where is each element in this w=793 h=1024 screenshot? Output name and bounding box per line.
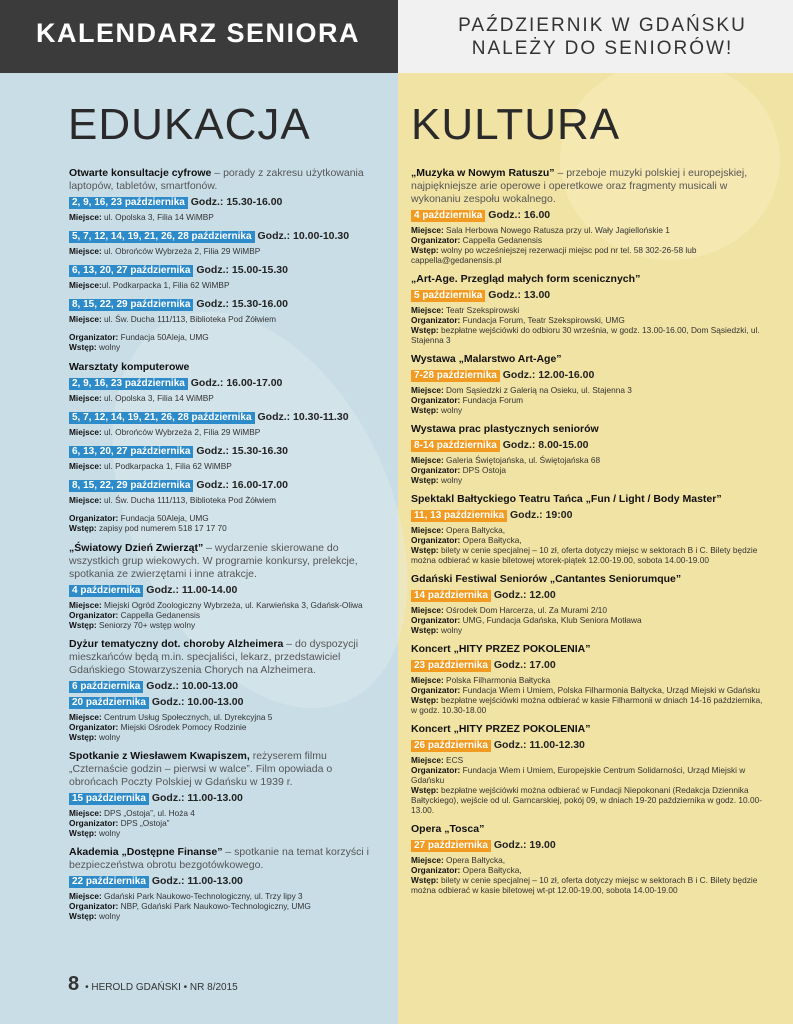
entry-label: Wstęp: — [411, 405, 439, 415]
consult-organizer — [69, 332, 369, 352]
event-workshops-2 — [69, 411, 369, 437]
event-time: Godz.: 16.00-17.00 — [190, 377, 283, 389]
event-title: Dyżur tematyczny dot. choroby Alzheimera — [69, 638, 284, 650]
workshops-organizer — [69, 513, 369, 533]
place-label: Miejsce: — [411, 305, 444, 315]
event-time: Godz.: 8.00-15.00 — [502, 439, 589, 451]
date-badge: 20 października — [69, 697, 149, 709]
entry: wolny — [96, 911, 121, 921]
event-place: Dom Sąsiedzki z Galerią na Osieku, ul. Stajenna 3 — [443, 385, 632, 395]
date-badge: 6, 13, 20, 27 października — [69, 446, 193, 458]
organizer: Fundacja Forum — [460, 395, 524, 405]
event-place: ul. Św. Ducha 111/113, Biblioteka Pod Żółwiem — [101, 314, 277, 324]
event-title: „Muzyka w Nowym Ratuszu” — [411, 167, 555, 179]
place-label: Miejsce: — [69, 461, 102, 471]
event-place: Galeria Świętojańska, ul. Świętojańska 68 — [443, 455, 601, 465]
organizer: Opera Bałtycka, — [460, 865, 522, 875]
event-time: Godz.: 19.00 — [493, 839, 556, 851]
entry-label: Wstęp: — [411, 545, 439, 555]
culture-column — [411, 167, 766, 903]
organizer: Cappella Gedanensis — [460, 235, 542, 245]
place-label: Miejsce: — [411, 675, 444, 685]
event-description: – przeboje muzyki polskiej i europejskiej, najpiękniejsze arie operowe i operetkowe oraz fragmenty musicali w wykonaniu zespołu wokalnego. — [411, 167, 748, 205]
entry-label: Wstęp: — [69, 342, 97, 352]
place-label: Miejsce: — [411, 755, 444, 765]
date-badge: 5, 7, 12, 14, 19, 21, 26, 28 października — [69, 231, 255, 243]
event-time: Godz.: 16.00 — [488, 209, 551, 221]
entry-label: Wstęp: — [69, 523, 97, 533]
organizer-label: Organizator: — [411, 465, 461, 475]
organizer: Miejski Ośrodek Pomocy Rodzinie — [118, 722, 247, 732]
date-badge: 6, 13, 20, 27 października — [69, 265, 193, 277]
organizer-label: Organizator: — [411, 615, 461, 625]
event-animals-day — [69, 542, 369, 630]
entry: bilety w cenie specjalnej – 10 zł, oferta dotyczy miejsc w sektorach B i C. Bilety będzie można odbierać w kasie biletowej wt-pt 12.00-19.00, sobota 14.00-19.00 — [411, 875, 758, 895]
organizer-label: Organizator: — [69, 901, 119, 911]
date-badge: 4 października — [411, 210, 485, 222]
date-badge: 23 października — [411, 660, 491, 672]
event-consultations-4 — [69, 298, 369, 324]
entry: wolny po wcześniejszej rezerwacji miejsc pod nr tel. 58 302-26-58 lub cappella@gedanensis.pl — [411, 245, 697, 265]
entry: bezpłatne wejściówki do odbioru 30 września, w godz. 13.00-16.00, Dom Sąsiedzki, ul. Stajenna 3 — [411, 325, 760, 345]
entry: wolny — [96, 342, 121, 352]
entry-label: Wstęp: — [411, 625, 439, 635]
organizer: Fundacja Wiem i Umiem, Polska Filharmonia Bałtycka, Urząd Miejski w Gdańsku — [460, 685, 761, 695]
event-title: Warsztaty komputerowe — [69, 361, 190, 373]
event-time: Godz.: 19:00 — [509, 509, 573, 521]
event-time: Godz.: 15.00-15.30 — [196, 264, 288, 276]
section-title-edukacja: EDUKACJA — [68, 100, 311, 149]
date-badge: 14 października — [411, 590, 491, 602]
date-badge: 26 października — [411, 740, 491, 752]
place-label: Miejsce: — [69, 280, 102, 290]
event-art-age — [411, 273, 766, 345]
entry: wolny — [96, 828, 121, 838]
event-cantantes — [411, 573, 766, 635]
event-description: reżyserem filmu „Czternaście godzin – pierwsi w walce”. Film opowiada o obrońcach Poczty Polskiej w Gdańsku w 1939 r. — [69, 750, 333, 788]
event-title: „Art-Age. Przegląd małych form scenicznych” — [411, 273, 641, 285]
organizer-label: Organizator: — [411, 235, 461, 245]
organizer: Cappella Gedanensis — [118, 610, 200, 620]
entry: wolny — [438, 625, 463, 635]
entry: wolny — [438, 475, 463, 485]
event-description: – spotkanie na temat korzyści i bezpieczeństwa obrotu bezgotówkowego. — [69, 846, 369, 871]
organizer-label: Organizator: — [69, 818, 119, 828]
entry-label: Wstęp: — [69, 620, 97, 630]
date-badge: 4 października — [69, 585, 143, 597]
tagline — [440, 14, 765, 60]
event-time: Godz.: 11.00-12.30 — [493, 739, 585, 751]
date-badge: 2, 9, 16, 23 października — [69, 197, 188, 209]
organizer: Opera Bałtycka, — [460, 535, 522, 545]
entry: zapisy pod numerem 518 17 17 70 — [96, 523, 227, 533]
entry-label: Wstęp: — [411, 785, 439, 795]
event-place: Opera Bałtycka, — [443, 525, 506, 535]
place-label: Miejsce: — [411, 385, 444, 395]
event-workshops-3 — [69, 445, 369, 471]
event-place: ul. Obrońców Wybrzeża 2, Filia 29 WiMBP — [101, 427, 261, 437]
event-consultations — [69, 167, 369, 222]
organizer-label: Organizator: — [411, 865, 461, 875]
entry: Seniorzy 70+ wstęp wolny — [96, 620, 196, 630]
event-time: Godz.: 10.00-13.00 — [151, 696, 244, 708]
publication-info: • HEROLD GDAŃSKI • NR 8/2015 — [85, 982, 238, 993]
organizer-label: Organizator: — [411, 685, 461, 695]
event-place: ul. Św. Ducha 111/113, Biblioteka Pod Żółwiem — [101, 495, 277, 505]
entry: wolny — [438, 405, 463, 415]
event-time: Godz.: 12.00-16.00 — [502, 369, 595, 381]
date-badge: 5 października — [411, 290, 485, 302]
entry: bilety w cenie specjalnej – 10 zł, oferta dotyczy miejsc w sektorach B i C. Bilety będzie można odbierać w kasie biletowej wtorek-piątek 12.00-19.00, sobota 14.00-19.00 — [411, 545, 758, 565]
date-badge: 22 października — [69, 876, 149, 888]
event-title: Koncert „HITY PRZEZ POKOLENIA” — [411, 723, 591, 735]
place-label: Miejsce: — [69, 393, 102, 403]
event-title: Otwarte konsultacje cyfrowe — [69, 167, 212, 179]
event-music — [411, 167, 766, 265]
entry-label: Wstęp: — [69, 828, 97, 838]
event-title: Koncert „HITY PRZEZ POKOLENIA” — [411, 643, 591, 655]
date-badge: 8-14 października — [411, 440, 500, 452]
education-column — [69, 167, 369, 929]
event-time: Godz.: 10.00-13.00 — [146, 680, 238, 692]
place-label: Miejsce: — [69, 808, 102, 818]
event-place: Centrum Usług Społecznych, ul. Dyrekcyjna 5 — [101, 712, 273, 722]
entry-label: Wstęp: — [411, 875, 439, 885]
event-finance — [69, 846, 369, 921]
event-time: Godz.: 16.00-17.00 — [196, 479, 288, 491]
event-workshops-4 — [69, 479, 369, 505]
place-label: Miejsce: — [69, 891, 102, 901]
organizer: NBP, Gdański Park Naukowo-Technologiczny, UMG — [118, 901, 311, 911]
event-place: ul. Opolska 3, Filia 14 WiMBP — [101, 212, 214, 222]
page-footer — [68, 973, 238, 996]
event-place: Teatr Szekspirowski — [443, 305, 520, 315]
masthead-title: KALENDARZ SENIORA — [36, 18, 361, 48]
place-label: Miejsce: — [69, 314, 102, 324]
event-title: Opera „Tosca” — [411, 823, 485, 835]
event-time: Godz.: 17.00 — [493, 659, 556, 671]
organizer-label: Organizator: — [69, 332, 119, 342]
organizer: Fundacja Forum, Teatr Szekspirowski, UMG — [460, 315, 625, 325]
entry: wolny — [96, 732, 121, 742]
place-label: Miejsce: — [411, 225, 444, 235]
event-place: Opera Bałtycka, — [443, 855, 506, 865]
event-painting — [411, 353, 766, 415]
event-place: ul. Opolska 3, Filia 14 WiMBP — [101, 393, 214, 403]
event-time: Godz.: 15.30-16.00 — [190, 196, 283, 208]
event-hity-2 — [411, 723, 766, 815]
organizer: Fundacja 50Aleja, UMG — [118, 513, 209, 523]
organizer: UMG, Fundacja Gdańska, Klub Seniora Motława — [460, 615, 642, 625]
date-badge: 8, 15, 22, 29 października — [69, 299, 193, 311]
event-tosca — [411, 823, 766, 895]
event-dance — [411, 493, 766, 565]
page-number: 8 — [68, 973, 80, 995]
event-time: Godz.: 12.00 — [493, 589, 556, 601]
event-title: Gdański Festiwal Seniorów „Cantantes Seniorumque” — [411, 573, 682, 585]
event-time: Godz.: 11.00-13.00 — [151, 792, 243, 804]
event-place: Sala Herbowa Nowego Ratusza przy ul. Wały Jagiellońskie 1 — [443, 225, 670, 235]
event-place: Ośrodek Dom Harcerza, ul. Za Murami 2/10 — [443, 605, 607, 615]
entry: bezpłatne wejściówki można odbierać w Fundacji Niepokonani (Redakcja Dziennika Bałtyckiego), wejście od ul. Garncarskiej, pokój 09, w dniach 19-20 października w godz. 10.00-13.00. — [411, 785, 762, 815]
entry-label: Wstęp: — [411, 245, 439, 255]
event-time: Godz.: 11.00-14.00 — [146, 584, 238, 596]
date-badge: 7-28 października — [411, 370, 500, 382]
entry-label: Wstęp: — [411, 475, 439, 485]
date-badge: 6 października — [69, 681, 143, 693]
place-label: Miejsce: — [69, 495, 102, 505]
event-time: Godz.: 13.00 — [488, 289, 551, 301]
event-kwapiszewski — [69, 750, 369, 838]
place-label: Miejsce: — [69, 712, 102, 722]
organizer: DPS „Ostoja” — [118, 818, 170, 828]
organizer-label: Organizator: — [411, 535, 461, 545]
organizer: Fundacja Wiem i Umiem, Europejskie Centrum Solidarności, Urząd Miejski w Gdańsku — [411, 765, 746, 785]
date-badge: 15 października — [69, 793, 149, 805]
event-description: – porady z zakresu użytkowania laptopów, tabletów, smartfonów. — [69, 167, 364, 192]
event-exhibition — [411, 423, 766, 485]
place-label: Miejsce: — [411, 455, 444, 465]
entry-label: Wstęp: — [411, 325, 439, 335]
event-title: Akademia „Dostępne Finanse” — [69, 846, 223, 858]
event-consultations-2 — [69, 230, 369, 256]
place-label: Miejsce: — [411, 525, 444, 535]
organizer-label: Organizator: — [411, 395, 461, 405]
place-label: Miejsce: — [69, 427, 102, 437]
event-title: „Światowy Dzień Zwierząt” — [69, 542, 204, 554]
place-label: Miejsce: — [69, 212, 102, 222]
event-title: Spektakl Bałtyckiego Teatru Tańca „Fun / Light / Body Master” — [411, 493, 722, 505]
event-time: Godz.: 15.30-16.30 — [196, 445, 288, 457]
event-description: – wydarzenie skierowane do wszystkich grup wiekowych. W programie konkursy, prelekcje, spotkania ze zwierzętami i inne atrakcje. — [69, 542, 358, 580]
date-badge: 2, 9, 16, 23 października — [69, 378, 188, 390]
date-badge: 5, 7, 12, 14, 19, 21, 26, 28 października — [69, 412, 255, 424]
event-title: Spotkanie z Wiesławem Kwapiszem, — [69, 750, 250, 762]
event-consultations-3 — [69, 264, 369, 290]
section-title-kultura: KULTURA — [411, 100, 621, 149]
date-badge: 27 października — [411, 840, 491, 852]
organizer-label: Organizator: — [69, 722, 119, 732]
place-label: Miejsce: — [69, 246, 102, 256]
event-time: Godz.: 10.30-11.30 — [257, 411, 349, 423]
event-title: Wystawa prac plastycznych seniorów — [411, 423, 599, 435]
organizer: Fundacja 50Aleja, UMG — [118, 332, 209, 342]
event-place: ECS — [443, 755, 464, 765]
date-badge: 8, 15, 22, 29 października — [69, 480, 193, 492]
organizer-label: Organizator: — [69, 610, 119, 620]
event-place: Gdański Park Naukowo-Technologiczny, ul. Trzy lipy 3 — [101, 891, 303, 901]
event-time: Godz.: 11.00-13.00 — [151, 875, 243, 887]
event-place: ul. Obrońców Wybrzeża 2, Filia 29 WiMBP — [101, 246, 261, 256]
event-description: – do dyspozycji mieszkańców będą m.in. specjaliści, lekarz, przedstawiciel Gdańskiego Stowarzyszenia Chorych na Alzheimera. — [69, 638, 359, 676]
entry-label: Wstęp: — [411, 695, 439, 705]
event-place: Polska Filharmonia Bałtycka — [443, 675, 551, 685]
event-hity-1 — [411, 643, 766, 715]
organizer-label: Organizator: — [411, 315, 461, 325]
organizer-label: Organizator: — [411, 765, 461, 775]
organizer-label: Organizator: — [69, 513, 119, 523]
event-alzheimer — [69, 638, 369, 742]
event-workshops — [69, 361, 369, 403]
event-place: Miejski Ogród Zoologiczny Wybrzeża, ul. Karwieńska 3, Gdańsk-Oliwa — [101, 600, 363, 610]
date-badge: 11, 13 października — [411, 510, 507, 522]
entry: bezpłatne wejściówki można odbierać w kasie Filharmonii w dniach 14-16 października, w godz. 10.30-18.00 — [411, 695, 763, 715]
place-label: Miejsce: — [411, 605, 444, 615]
organizer: DPS Ostoja — [460, 465, 506, 475]
event-place: ul. Podkarpacka 1, Filia 62 WiMBP — [101, 461, 232, 471]
tagline-line-2: NALEŻY DO SENIORÓW! — [471, 38, 734, 59]
entry-label: Wstęp: — [69, 911, 97, 921]
event-title: Wystawa „Malarstwo Art-Age” — [411, 353, 562, 365]
event-time: Godz.: 10.00-10.30 — [257, 230, 350, 242]
entry-label: Wstęp: — [69, 732, 97, 742]
event-place: DPS „Ostoja”, ul. Hoża 4 — [101, 808, 195, 818]
tagline-line-1: PAŹDZIERNIK W GDAŃSKU — [458, 15, 747, 36]
place-label: Miejsce: — [411, 855, 444, 865]
event-place: ul. Podkarpacka 1, Filia 62 WiMBP — [101, 280, 230, 290]
place-label: Miejsce: — [69, 600, 102, 610]
event-time: Godz.: 15.30-16.00 — [196, 298, 288, 310]
